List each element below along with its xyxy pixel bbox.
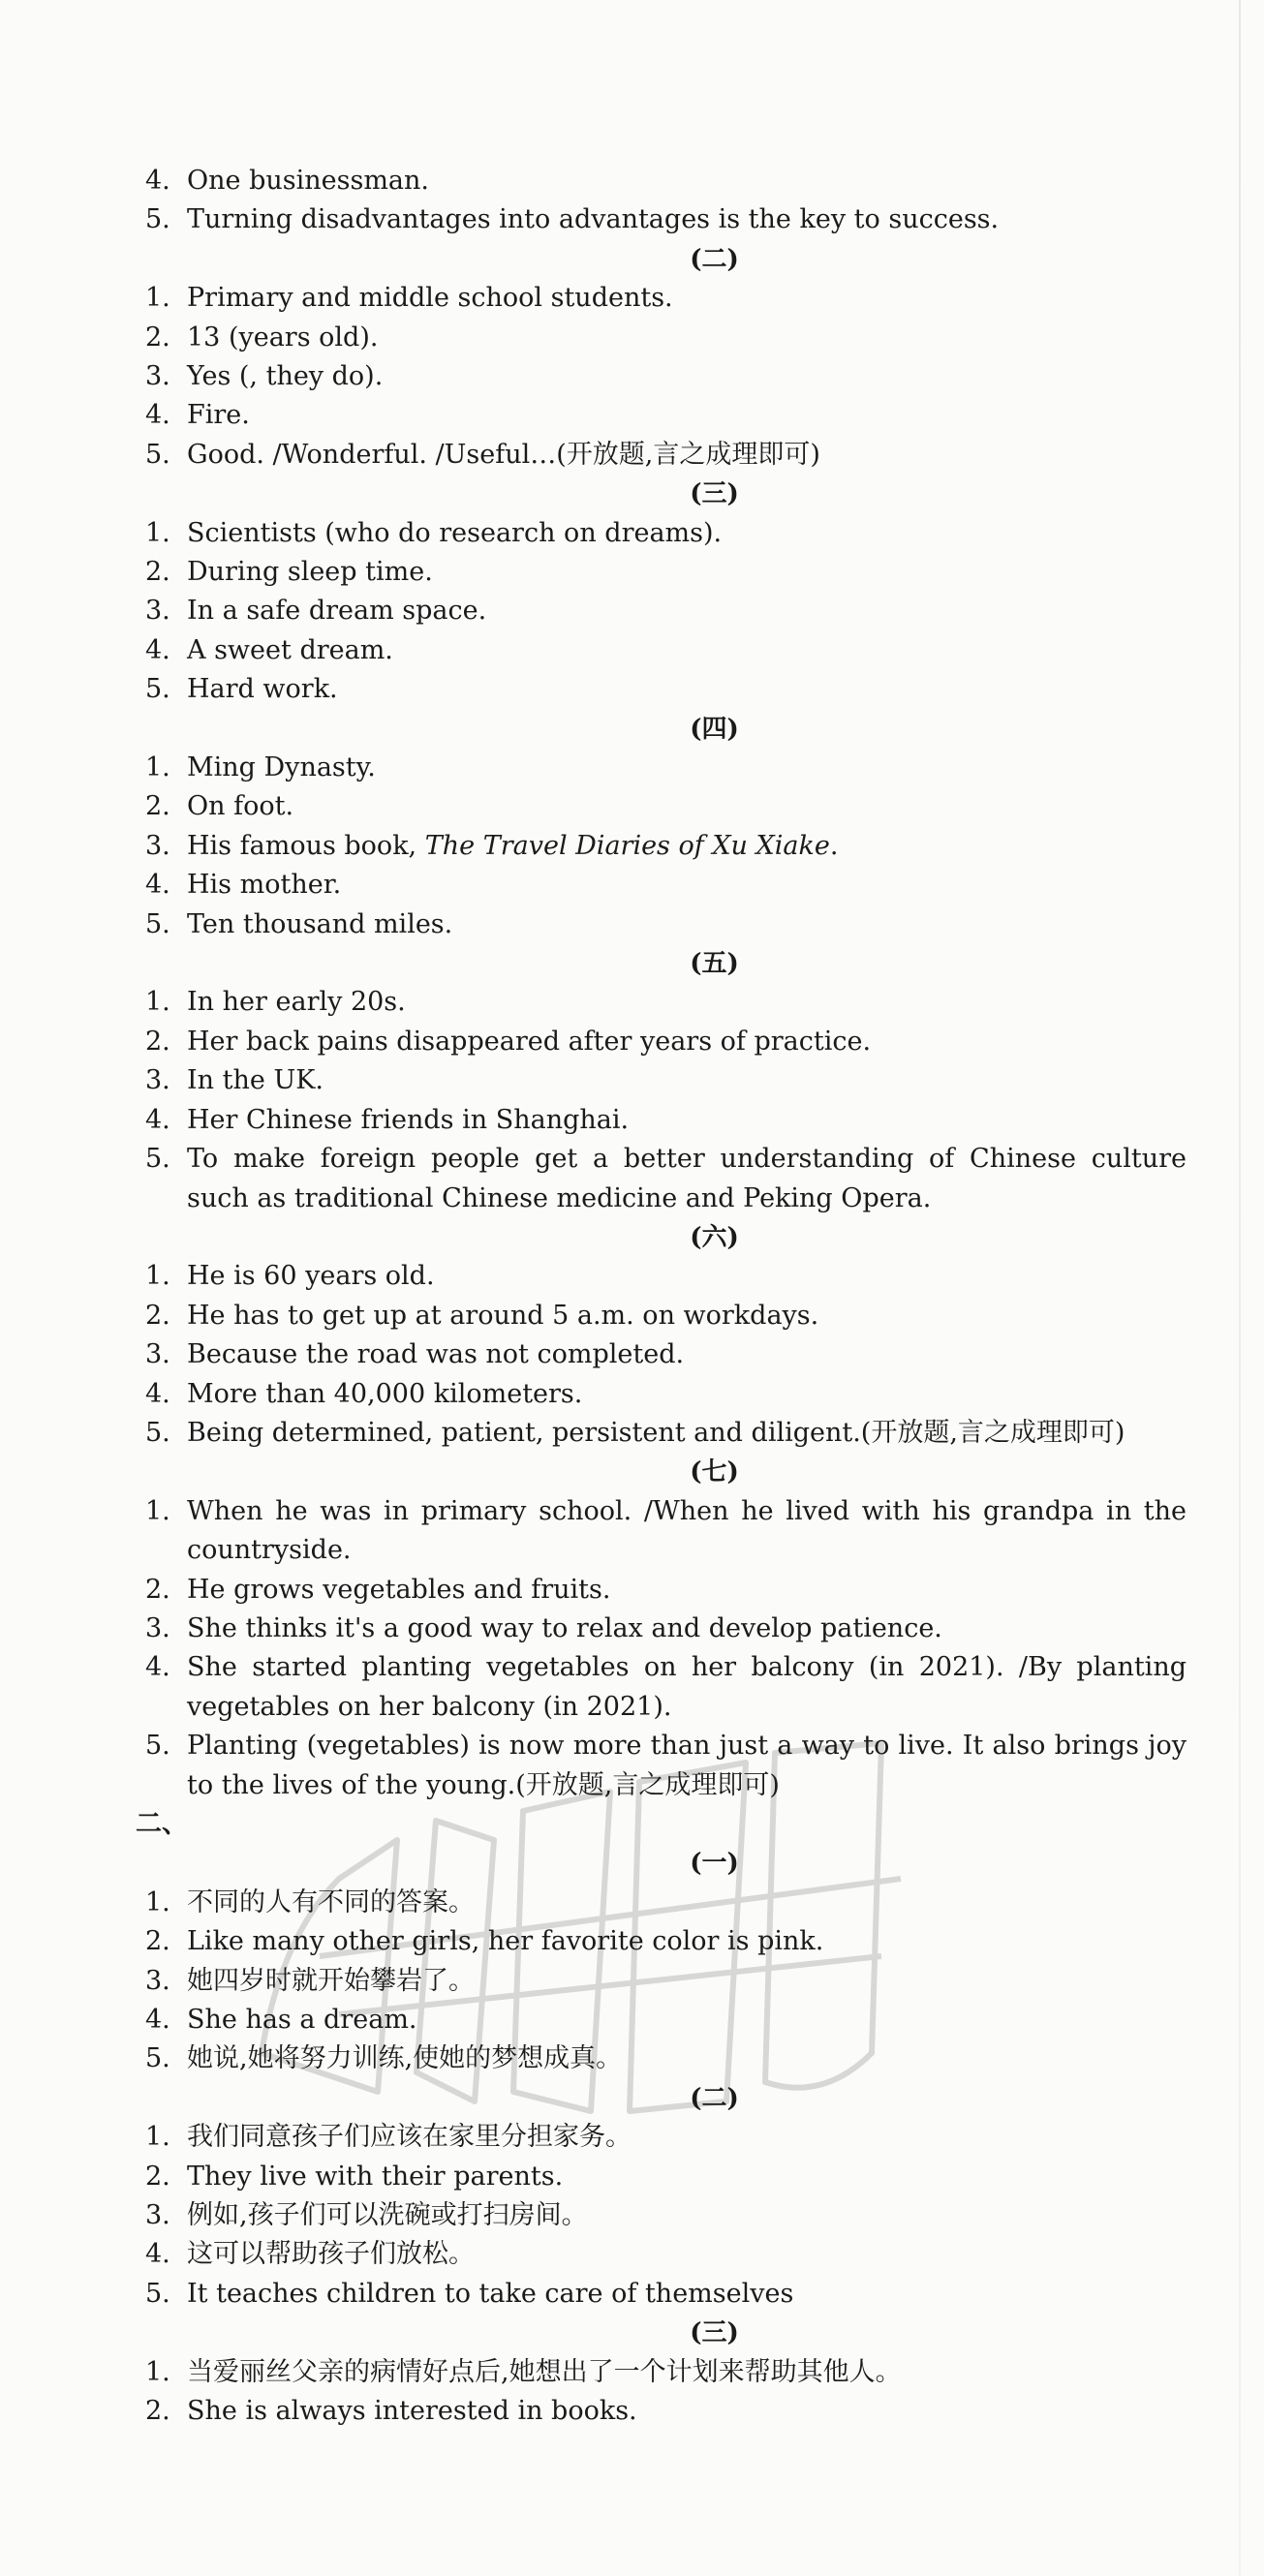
item-text: Her Chinese friends in Shanghai. — [187, 1104, 630, 1135]
list-item — [145, 1375, 1187, 1414]
item-number: 2. — [145, 1574, 170, 1605]
item-number: 5. — [145, 908, 170, 939]
item-text: He has to get up at around 5 a.m. on workdays. — [187, 1300, 819, 1331]
list-item — [145, 1297, 1187, 1335]
item-text: Scientists (who do research on dreams). — [187, 517, 723, 548]
part2-group-2 — [145, 2079, 1187, 2314]
group-heading: (二) — [690, 244, 739, 274]
item-number: 4. — [145, 1104, 170, 1135]
item-number: 3. — [145, 1339, 170, 1370]
item-text: 当爱丽丝父亲的病情好点后,她想出了一个计划来帮助其他人。 — [187, 2356, 902, 2387]
item-number: 3. — [145, 1065, 170, 1096]
item-text: 这可以帮助孩子们放松。 — [187, 2239, 475, 2270]
item-number: 4. — [145, 634, 170, 665]
list-item — [145, 631, 1187, 670]
item-number: 3. — [145, 830, 170, 861]
item-number: 2. — [145, 1026, 170, 1057]
list-item — [145, 866, 1187, 905]
list-item — [145, 1101, 1187, 1140]
item-text: She is always interested in books. — [187, 2396, 637, 2426]
answer-content — [136, 162, 1187, 2431]
part1-tail-list — [145, 162, 1187, 240]
item-text: Ming Dynasty. — [187, 752, 376, 783]
item-text: He grows vegetables and fruits. — [187, 1574, 611, 1605]
item-text-end: . — [829, 830, 839, 861]
list-item — [145, 1335, 1187, 1374]
list-item — [145, 1571, 1187, 1610]
item-text: Primary and middle school students. — [187, 283, 673, 314]
item-number: 4. — [145, 1378, 170, 1409]
list-item — [145, 2118, 1187, 2157]
list-item — [145, 2158, 1187, 2196]
item-number: 5. — [145, 204, 170, 235]
item-number: 5. — [145, 2043, 170, 2074]
list-item — [145, 1140, 1187, 1218]
item-text: More than 40,000 kilometers. — [187, 1378, 583, 1409]
list-item — [145, 2275, 1187, 2314]
item-number: 1. — [145, 1495, 170, 1526]
list-item — [145, 2039, 1187, 2078]
item-number: 2. — [145, 2161, 170, 2192]
list-item — [145, 1414, 1187, 1453]
list-item — [145, 1884, 1187, 1922]
item-number: 2. — [145, 557, 170, 588]
item-text: They live with their parents. — [187, 2161, 564, 2192]
section-label: 二、 — [136, 1808, 188, 1839]
item-text: One businessman. — [187, 166, 430, 196]
item-text-lead: His famous book, — [187, 830, 417, 861]
list-item — [145, 1257, 1187, 1296]
list-item — [145, 2196, 1187, 2235]
group-heading: (六) — [690, 1222, 739, 1252]
list-item — [145, 905, 1187, 944]
list-item — [145, 319, 1187, 357]
item-number: 5. — [145, 2278, 170, 2309]
list-item — [145, 983, 1187, 1022]
group-heading: (二) — [690, 2083, 739, 2113]
list-item — [145, 1023, 1187, 1061]
list-item — [145, 553, 1187, 592]
item-text: Fire. — [187, 400, 250, 431]
item-text: 我们同意孩子们应该在家里分担家务。 — [187, 2122, 632, 2153]
item-text: On foot. — [187, 791, 294, 822]
part2-group-1 — [145, 1844, 1187, 2078]
list-item — [145, 787, 1187, 826]
item-text: In her early 20s. — [187, 987, 406, 1018]
item-number: 1. — [145, 2122, 170, 2153]
list-item — [145, 396, 1187, 435]
item-text: Her back pains disappeared after years of practice. — [187, 1026, 872, 1057]
list-item — [145, 749, 1187, 787]
list-item — [145, 2001, 1187, 2039]
item-number: 3. — [145, 2199, 170, 2230]
item-text: During sleep time. — [187, 557, 433, 588]
item-text: Ten thousand miles. — [187, 908, 453, 939]
list-item — [145, 162, 1187, 200]
item-number: 3. — [145, 1612, 170, 1643]
part2-group-3 — [145, 2314, 1187, 2431]
page-edge-shadow — [1239, 0, 1241, 2576]
item-text: In a safe dream space. — [187, 596, 487, 627]
group-heading: (五) — [690, 949, 739, 979]
answer-group-3 — [145, 475, 1187, 709]
item-text: Good. /Wonderful. /Useful…(开放题,言之成理即可) — [187, 439, 820, 470]
list-item — [145, 1061, 1187, 1100]
answer-group-7 — [145, 1453, 1187, 1805]
item-number: 1. — [145, 987, 170, 1018]
item-number: 2. — [145, 1300, 170, 1331]
item-number: 1. — [145, 752, 170, 783]
item-text: 她四岁时就开始攀岩了。 — [187, 1965, 475, 1996]
item-number: 3. — [145, 596, 170, 627]
item-text: 13 (years old). — [187, 322, 379, 353]
item-number: 4. — [145, 870, 170, 901]
item-text: His mother. — [187, 870, 342, 901]
item-text: 例如,孩子们可以洗碗或打扫房间。 — [187, 2199, 588, 2230]
item-text: Being determined, patient, persistent and diligent.(开放题,言之成理即可) — [187, 1417, 1125, 1448]
item-number: 5. — [145, 1731, 170, 1762]
list-item — [145, 1962, 1187, 2001]
item-number: 2. — [145, 2396, 170, 2426]
item-text: It teaches children to take care of themselves — [187, 2278, 794, 2309]
list-item — [145, 2353, 1187, 2392]
item-number: 4. — [145, 1652, 170, 1683]
list-item — [145, 1492, 1187, 1571]
item-text: 她说,她将努力训练,使她的梦想成真。 — [187, 2043, 623, 2074]
item-number: 1. — [145, 517, 170, 548]
answer-group-5 — [145, 944, 1187, 1218]
item-number: 1. — [145, 283, 170, 314]
item-number: 2. — [145, 791, 170, 822]
group-heading: (一) — [690, 1849, 739, 1879]
list-item — [145, 670, 1187, 709]
list-item — [145, 200, 1187, 239]
list-item — [145, 827, 1187, 866]
item-number: 2. — [145, 1926, 170, 1957]
list-item — [145, 2235, 1187, 2274]
list-item — [145, 592, 1187, 630]
item-text: Turning disadvantages into advantages is the key to success. — [187, 204, 1000, 235]
item-text: 不同的人有不同的答案。 — [187, 1886, 475, 1917]
list-item — [145, 279, 1187, 318]
answer-group-4 — [145, 710, 1187, 944]
item-text: Because the road was not completed. — [187, 1339, 685, 1370]
item-text: She thinks it's a good way to relax and develop patience. — [187, 1612, 942, 1643]
item-number: 1. — [145, 2356, 170, 2387]
list-item — [145, 514, 1187, 553]
item-text: She started planting vegetables on her balcony (in 2021). /By planting vegetables on her balcony (in 2021). — [187, 1652, 1187, 1722]
list-item — [145, 357, 1187, 396]
group-heading: (七) — [690, 1457, 739, 1487]
item-text: To make foreign people get a better understanding of Chinese culture such as traditional Chinese medicine and Peking Opera. — [187, 1144, 1187, 1213]
item-number: 4. — [145, 2004, 170, 2035]
list-item — [145, 1922, 1187, 1961]
list-item — [145, 2392, 1187, 2431]
item-number: 5. — [145, 439, 170, 470]
item-number: 2. — [145, 322, 170, 353]
answer-group-2 — [145, 240, 1187, 475]
item-text: When he was in primary school. /When he lived with his grandpa in the countryside. — [187, 1495, 1187, 1566]
item-number: 3. — [145, 1965, 170, 1996]
list-item — [145, 1610, 1187, 1648]
item-text: Planting (vegetables) is now more than just a way to live. It also brings joy to the lives of the young.(开放题,言之成理即可) — [187, 1731, 1187, 1800]
list-item — [145, 436, 1187, 475]
group-heading: (三) — [690, 2318, 739, 2348]
item-text: She has a dream. — [187, 2004, 417, 2035]
item-number: 4. — [145, 2239, 170, 2270]
item-number: 4. — [145, 166, 170, 196]
answer-group-6 — [145, 1218, 1187, 1453]
item-text: He is 60 years old. — [187, 1261, 435, 1292]
group-heading: (三) — [690, 479, 739, 509]
item-number: 1. — [145, 1261, 170, 1292]
item-number: 4. — [145, 400, 170, 431]
item-text: Yes (, they do). — [187, 361, 384, 392]
item-text: Hard work. — [187, 674, 338, 705]
group-heading: (四) — [690, 714, 739, 744]
item-number: 1. — [145, 1886, 170, 1917]
list-item — [145, 1727, 1187, 1805]
book-title: The Travel Diaries of Xu Xiake — [424, 830, 830, 861]
item-text: In the UK. — [187, 1065, 324, 1096]
item-text — [187, 827, 1187, 866]
item-number: 3. — [145, 361, 170, 392]
item-text: A sweet dream. — [187, 634, 393, 665]
item-number: 5. — [145, 1144, 170, 1175]
item-number: 5. — [145, 1417, 170, 1448]
item-number: 5. — [145, 674, 170, 705]
item-text: Like many other girls, her favorite color is pink. — [187, 1926, 824, 1957]
list-item — [145, 1648, 1187, 1727]
